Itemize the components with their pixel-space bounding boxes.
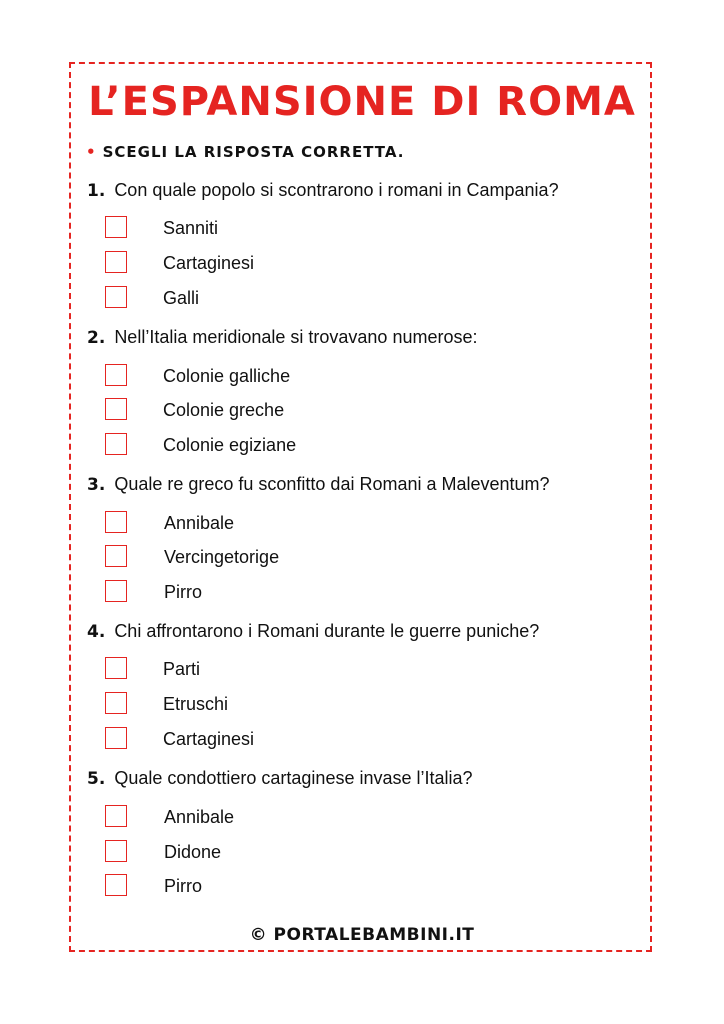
question-number: 5.: [87, 769, 106, 789]
question-number: 2.: [87, 328, 106, 348]
question-number: 4.: [87, 622, 106, 642]
question-1: [87, 180, 647, 201]
answer-checkbox[interactable]: [105, 286, 127, 308]
answer-checkbox[interactable]: [105, 840, 127, 862]
answer-checkbox[interactable]: [105, 657, 127, 679]
answer-checkbox[interactable]: [105, 364, 127, 386]
question-2: [87, 327, 647, 348]
question-text: Con quale popolo si scontrarono i romani in Campania?: [114, 180, 559, 200]
question-text: Chi affrontarono i Romani durante le guerre puniche?: [114, 621, 540, 641]
instruction: [86, 143, 404, 161]
question-number: 3.: [87, 475, 106, 495]
copyright-footer: © PORTALEBAMBINI.IT: [249, 925, 475, 945]
answer-checkbox[interactable]: [105, 805, 127, 827]
option-label: Parti: [163, 659, 201, 679]
option-label: Colonie greche: [163, 400, 285, 420]
option-label: Etruschi: [163, 694, 229, 714]
page-title: L’ESPANSIONE DI ROMA: [88, 79, 636, 125]
question-4: [87, 621, 647, 642]
question-text: Quale condottiero cartaginese invase l’Italia?: [114, 768, 473, 788]
option-label: Colonie galliche: [163, 366, 291, 386]
option-label: Vercingetorige: [164, 547, 280, 567]
answer-checkbox[interactable]: [105, 251, 127, 273]
question-text: Quale re greco fu sconfitto dai Romani a Maleventum?: [114, 474, 550, 494]
instruction-bullet: •: [86, 143, 97, 161]
option-label: Cartaginesi: [163, 253, 255, 273]
question-3: [87, 474, 647, 495]
option-label: Pirro: [164, 876, 203, 896]
answer-checkbox[interactable]: [105, 580, 127, 602]
instruction-text: SCEGLI LA RISPOSTA CORRETTA.: [102, 143, 405, 161]
option-label: Galli: [163, 288, 200, 308]
option-label: Colonie egiziane: [163, 435, 297, 455]
question-text: Nell’Italia meridionale si trovavano numerose:: [114, 327, 478, 347]
option-label: Annibale: [164, 513, 235, 533]
question-5: [87, 768, 647, 789]
answer-checkbox[interactable]: [105, 433, 127, 455]
answer-checkbox[interactable]: [105, 874, 127, 896]
question-number: 1.: [87, 181, 106, 201]
answer-checkbox[interactable]: [105, 692, 127, 714]
option-label: Pirro: [164, 582, 203, 602]
option-label: Cartaginesi: [163, 729, 255, 749]
answer-checkbox[interactable]: [105, 511, 127, 533]
option-label: Sanniti: [163, 218, 219, 238]
answer-checkbox[interactable]: [105, 216, 127, 238]
answer-checkbox[interactable]: [105, 545, 127, 567]
option-label: Annibale: [164, 807, 235, 827]
answer-checkbox[interactable]: [105, 398, 127, 420]
option-label: Didone: [164, 842, 222, 862]
answer-checkbox[interactable]: [105, 727, 127, 749]
